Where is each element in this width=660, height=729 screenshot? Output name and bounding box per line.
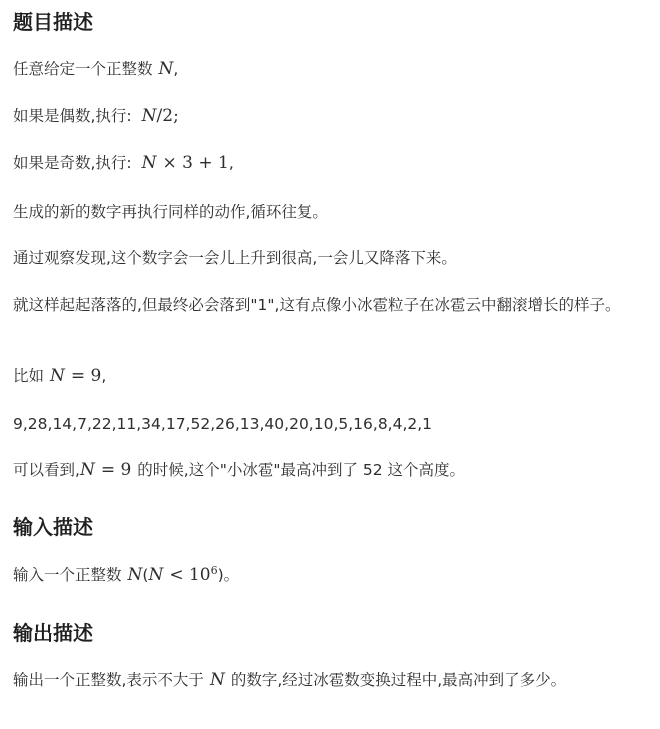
math-expr: × 3 + 1 xyxy=(162,153,229,173)
description-paragraph-2: 如果是偶数,执行: N/2; xyxy=(13,106,179,126)
math-var-n: N xyxy=(158,59,174,79)
description-paragraph-1: 任意给定一个正整数 N, xyxy=(13,59,179,79)
math-var-n: N xyxy=(141,153,157,173)
math-var-n: N xyxy=(50,366,65,386)
math-var-n: N xyxy=(79,460,95,480)
math-var-n: N xyxy=(141,106,157,126)
input-paragraph: 输入一个正整数 $N(N < 10^6)$。 xyxy=(13,563,240,585)
description-paragraph-5: 通过观察发现,这个数字会一会儿上升到很高,一会儿又降落下来。 xyxy=(13,249,457,267)
math-expr: = 9 xyxy=(100,460,132,480)
math-var-n: N xyxy=(127,565,143,585)
output-heading: 输出描述 xyxy=(13,621,93,645)
math-expr: /2 xyxy=(156,106,174,126)
math-var-n: N xyxy=(209,670,225,690)
input-heading: 输入描述 xyxy=(13,515,93,539)
description-paragraph-3: 如果是奇数,执行: N × 3 + 1, xyxy=(13,153,234,173)
description-paragraph-4: 生成的新的数字再执行同样的动作,循环往复。 xyxy=(13,203,328,221)
math-expr: < 10 xyxy=(169,565,211,585)
description-heading: 题目描述 xyxy=(13,10,93,34)
math-expr: = 9 xyxy=(70,366,102,386)
description-paragraph-7: 比如 N = 9, xyxy=(13,366,107,386)
description-paragraph-9: 可以看到,N = 9 的时候,这个"小冰雹"最高冲到了 52 这个高度。 xyxy=(13,460,466,480)
math-exponent: 6 xyxy=(210,563,218,577)
math-var-n: N xyxy=(148,565,164,585)
output-paragraph: 输出一个正整数,表示不大于 N 的数字,经过冰雹数变换过程中,最高冲到了多少。 xyxy=(13,670,567,690)
hailstone-sequence: 9,28,14,7,22,11,34,17,52,26,13,40,20,10,5,16,8,4,2,1 xyxy=(13,415,433,433)
description-paragraph-6: 就这样起起落落的,但最终必会落到"1",这有点像小冰雹粒子在冰雹云中翻滚增长的样子。 xyxy=(13,296,621,314)
